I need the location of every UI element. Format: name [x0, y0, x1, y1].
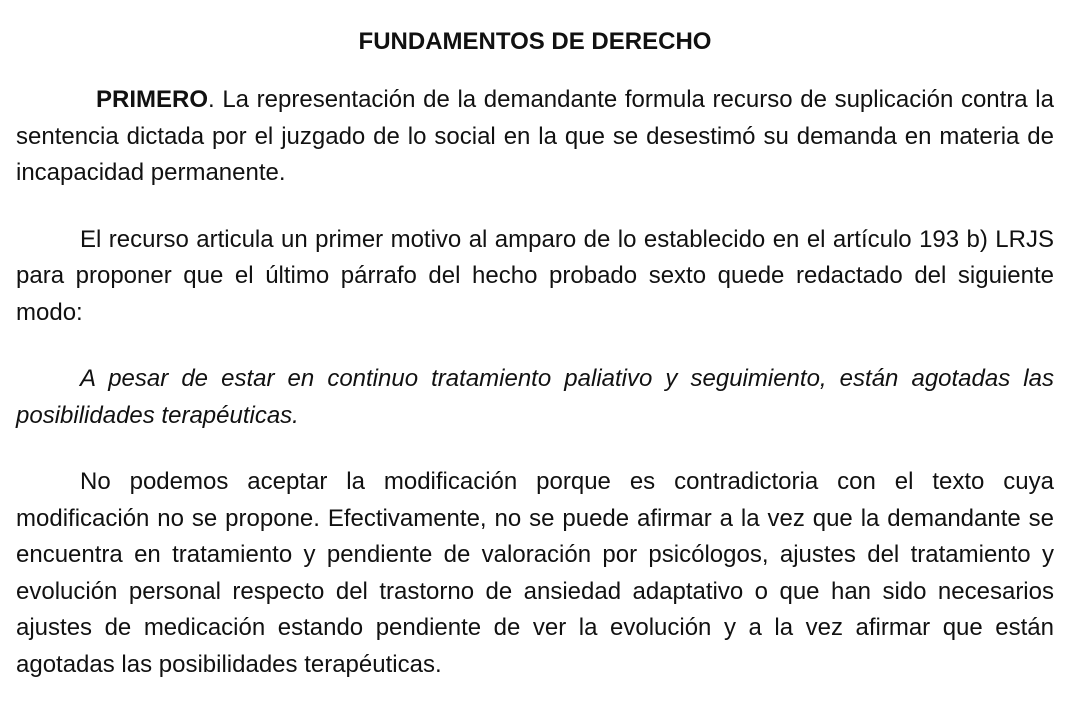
paragraph-quote: A pesar de estar en continuo tratamiento paliativo y seguimiento, están agotadas las posibilidades terapéuticas.: [16, 365, 1054, 429]
paragraph-recurso: El recurso articula un primer motivo al amparo de lo establecido en el artículo 193 b) LRJS para proponer que el último párrafo del hecho probado sexto quede redactado del siguiente modo:: [16, 225, 1054, 326]
section-lead: PRIMERO: [96, 86, 209, 113]
paragraph-text: . La representación de la demandante formula recurso de suplicación contra la sentencia dictada por el juzgado de lo social en la que se desestimó su demanda en materia de incapacidad permanente.: [16, 86, 1054, 186]
document-title: FUNDAMENTOS DE DERECHO: [358, 28, 712, 55]
document-page: [16, 0, 1054, 683]
paragraph-rechazo: No podemos aceptar la modificación porque es contradictoria con el texto cuya modificación no se propone. Efectivamente, no se puede afirmar a la vez que la demandante se encuentra en tratamiento y pendiente de valoración por psicólogos, ajustes del tratamiento y evolución personal respecto del trastorno de ansiedad adaptativo o que han sido necesarios ajustes de medicación estando pendiente de ver la evolución y a la vez afirmar que están agotadas las posibilidades terapéuticas.: [16, 468, 1054, 678]
paragraph-primero: [16, 82, 1054, 192]
